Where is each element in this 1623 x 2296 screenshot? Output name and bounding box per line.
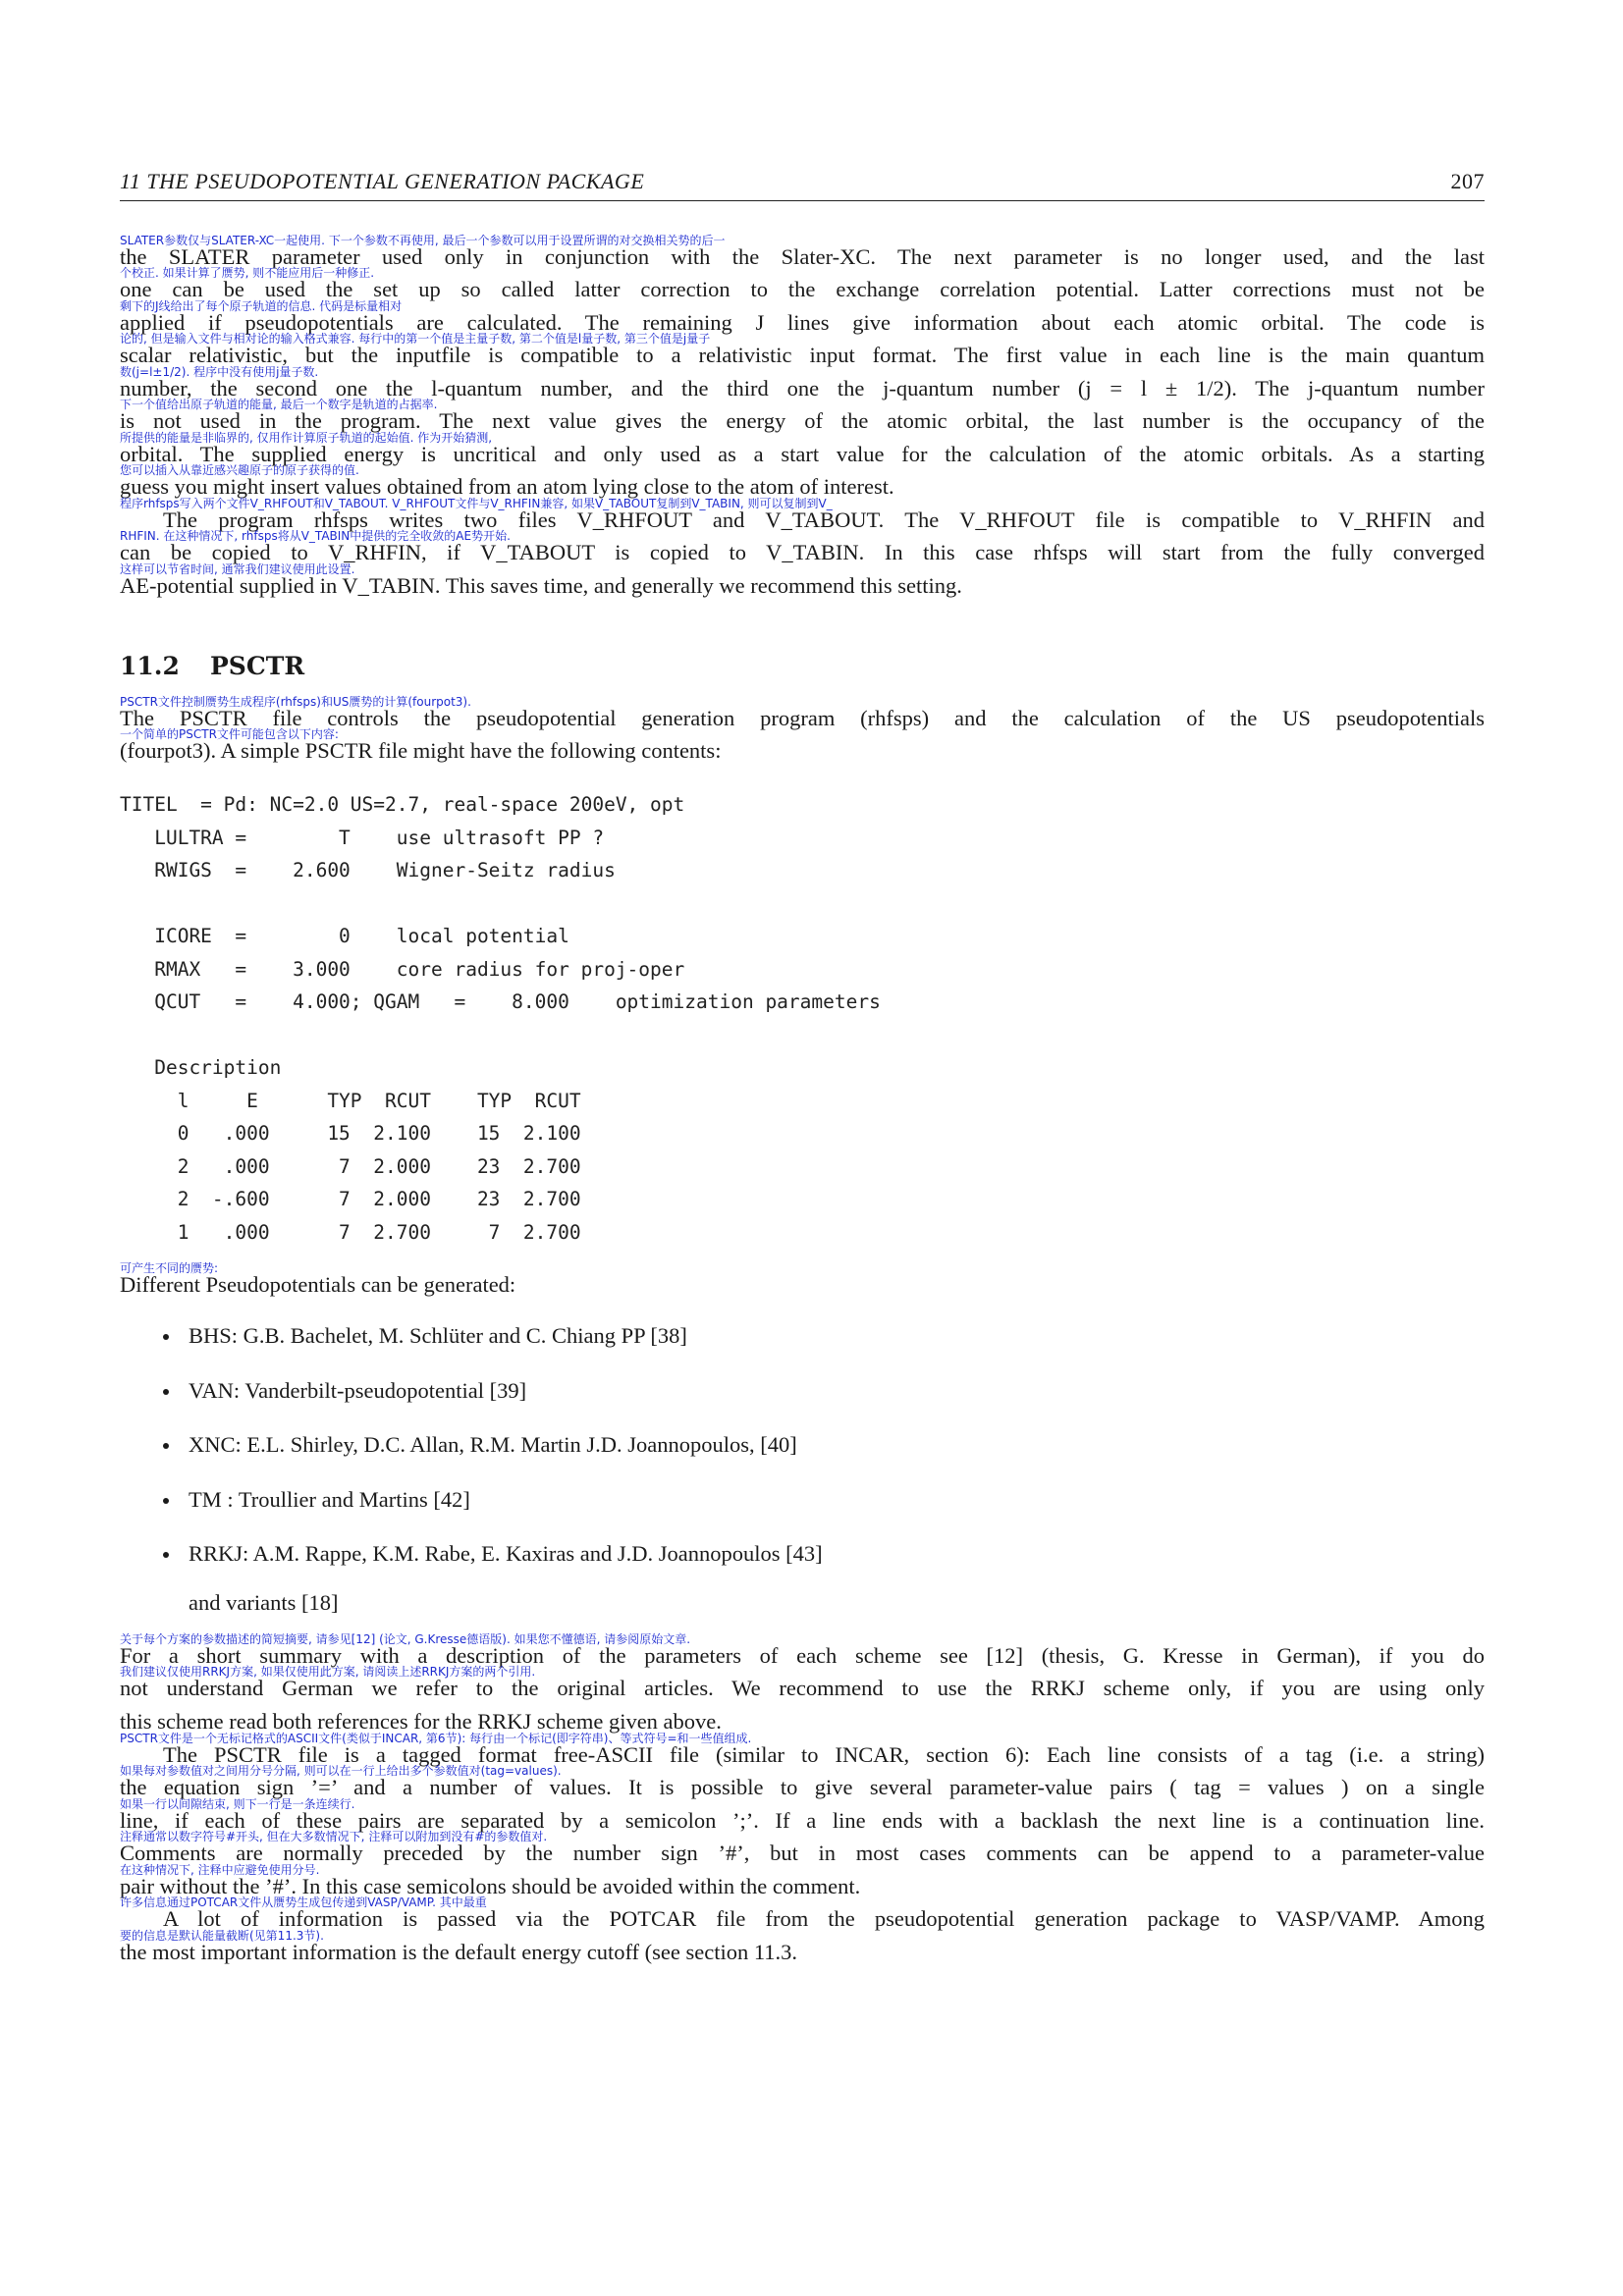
paragraph-line: line, if each of these pairs are separated by a semicolon ’;’. If a line ends with a backlash the next line is a continuation line.	[120, 1808, 1485, 1833]
translation-annotation: RHFIN. 在这种情况下, rhfsps将从V_TABIN中提供的完全收敛的AE势开始.	[120, 529, 511, 543]
translation-annotation: 如果每对参数值对之间用分号分隔, 则可以在一行上给出多个参数值对(tag=values).	[120, 1764, 562, 1778]
list-item: RRKJ: A.M. Rappe, K.M. Rabe, E. Kaxiras and J.D. Joannopoulos [43]	[120, 1543, 1485, 1598]
paragraph-line: is not used in the program. The next value gives the energy of the atomic orbital, the last number is the occupancy of the	[120, 408, 1485, 433]
bullet-icon	[163, 1552, 169, 1558]
list-item: XNC: E.L. Shirley, D.C. Allan, R.M. Martin J.D. Joannopoulos, [40]	[120, 1434, 1485, 1489]
paragraph-line: the SLATER parameter used only in conjunction with the Slater-XC. The next parameter is no longer used, and the last	[120, 244, 1485, 269]
translation-annotation: PSCTR文件是一个无标记格式的ASCII文件(类似于INCAR, 第6节): 每行由一个标记(即字符串)、等式符号=和一些值组成.	[120, 1732, 752, 1745]
paragraph-line: the most important information is the default energy cutoff (see section 11.3.	[120, 1940, 798, 1964]
translation-annotation: PSCTR文件控制赝势生成程序(rhfsps)和US赝势的计算(fourpot3).	[120, 695, 471, 709]
bullet-icon	[163, 1498, 169, 1504]
list-item: TM : Troullier and Martins [42]	[120, 1489, 1485, 1544]
paragraph-line: AE-potential supplied in V_TABIN. This saves time, and generally we recommend this setting.	[120, 573, 962, 598]
paragraph-line: number, the second one the l-quantum number, and the third one the j-quantum number (j = l ± 1/2). The j-quantum number	[120, 376, 1485, 400]
translation-annotation: 一个简单的PSCTR文件可能包含以下内容:	[120, 727, 339, 741]
paragraph-line: The program rhfsps writes two files V_RHFOUT and V_TABOUT. The V_RHFOUT file is compatible to V_RHFIN and	[163, 507, 1485, 532]
pseudopotential-list	[120, 1325, 1485, 1598]
bullet-icon	[163, 1334, 169, 1340]
paragraph-line: The PSCTR file controls the pseudopotential generation program (rhfsps) and the calculation of the US pseudopotentials	[120, 706, 1485, 730]
paragraph-line: Different Pseudopotentials can be generated:	[120, 1272, 516, 1297]
translation-annotation: 要的信息是默认能量截断(见第11.3节).	[120, 1929, 324, 1943]
paragraph-line: The PSCTR file is a tagged format free-ASCII file (similar to INCAR, section 6): Each line consists of a tag (i.e. a string)	[163, 1742, 1485, 1767]
section-heading	[120, 652, 304, 680]
translation-annotation: SLATER参数仅与SLATER-XC一起使用. 下一个参数不再使用, 最后一个参数可以用于设置所谓的对交换相关势的后一	[120, 234, 726, 247]
paragraph-line: not understand German we refer to the original articles. We recommend to use the RRKJ scheme only, if you are using only	[120, 1676, 1485, 1700]
translation-annotation: 在这种情况下, 注释中应避免使用分号.	[120, 1863, 320, 1877]
paragraph-line: Comments are normally preceded by the number sign ’#’, but in most cases comments can be append to a parameter-value	[120, 1841, 1485, 1865]
translation-annotation: 个校正. 如果计算了赝势, 则不能应用后一种修正.	[120, 266, 375, 280]
page-number: 207	[1450, 169, 1485, 193]
translation-annotation: 论的, 但是输入文件与相对论的输入格式兼容. 每行中的第一个值是主量子数, 第二个值是l量子数, 第三个值是j量子	[120, 332, 711, 346]
list-item: VAN: Vanderbilt-pseudopotential [39]	[120, 1380, 1485, 1435]
paragraph-line: the equation sign ’=’ and a number of values. It is possible to give several parameter-value pairs ( tag = values ) on a single	[120, 1775, 1485, 1799]
translation-annotation: 关于每个方案的参数描述的简短摘要, 请参见[12] (论文, G.Kresse德语版). 如果您不懂德语, 请参阅原始文章.	[120, 1632, 691, 1646]
section-number: 11.2	[120, 652, 180, 680]
paragraph-line: applied if pseudopotentials are calculated. The remaining J lines give information about each atomic orbital. The code is	[120, 310, 1485, 335]
translation-annotation: 这样可以节省时间, 通常我们建议使用此设置.	[120, 562, 355, 576]
list-item: BHS: G.B. Bachelet, M. Schlüter and C. Chiang PP [38]	[120, 1325, 1485, 1380]
translation-annotation: 我们建议仅使用RRKJ方案, 如果仅使用此方案, 请阅读上述RRKJ方案的两个引用.	[120, 1665, 536, 1679]
variants-note: and variants [18]	[189, 1590, 339, 1615]
translation-annotation: 注释通常以数字符号#开头, 但在大多数情况下, 注释可以附加到没有#的参数值对.	[120, 1830, 548, 1843]
paragraph-line: A lot of information is passed via the POTCAR file from the pseudopotential generation package to VASP/VAMP. Among	[163, 1906, 1485, 1931]
translation-annotation: 程序rhfsps写入两个文件V_RHFOUT和V_TABOUT. V_RHFOUT文件与V_RHFIN兼容, 如果V_TABOUT复制到V_TABIN, 则可以复制到V_	[120, 497, 833, 510]
paragraph-line: can be copied to V_RHFIN, if V_TABOUT is copied to V_TABIN. In this case rhfsps will start from the fully converged	[120, 540, 1485, 564]
translation-annotation: 您可以插入从靠近感兴趣原子的原子获得的值.	[120, 463, 359, 477]
bullet-icon	[163, 1389, 169, 1395]
paragraph-line: pair without the ’#’. In this case semicolons should be avoided within the comment.	[120, 1874, 861, 1898]
translation-annotation: 可产生不同的赝势:	[120, 1261, 219, 1275]
bullet-icon	[163, 1443, 169, 1449]
translation-annotation: 下一个值给出原子轨道的能量, 最后一个数字是轨道的占据率.	[120, 398, 438, 411]
paragraph-line: scalar relativistic, but the inputfile is compatible to a relativistic input format. The first value in each line is the main quantum	[120, 343, 1485, 367]
translation-annotation: 数(j=l±1/2). 程序中没有使用j量子数.	[120, 365, 319, 379]
paragraph-line: (fourpot3). A simple PSCTR file might have the following contents:	[120, 738, 722, 763]
paragraph-line: orbital. The supplied energy is uncritical and only used as a start value for the calculation of the atomic orbitals. As a starting	[120, 442, 1485, 466]
psctr-code-block: TITEL = Pd: NC=2.0 US=2.7, real-space 200eV, opt LULTRA = T use ultrasoft PP ? RWIGS = 2.600 Wigner-Seitz radius ICORE = 0 local potential RMAX = 3.000 core radius for proj-oper QCUT = 4.000; QGAM = 8.000 optimization parameters Description l E TYP RCUT TYP RCUT 0 .000 15 2.100 15 2.100 2 .000 7 2.000 23 2.700 2 -.600 7 2.000 23 2.700 1 .000 7 2.700 7 2.700	[120, 793, 881, 1244]
translation-annotation: 如果一行以间隙结束, 则下一行是一条连续行.	[120, 1797, 355, 1811]
paragraph-line: For a short summary with a description of the parameters of each scheme see [12] (thesis, G. Kresse in German), if you do	[120, 1643, 1485, 1668]
running-header	[120, 169, 1485, 201]
translation-annotation: 所提供的能量是非临界的, 仅用作计算原子轨道的起始值. 作为开始猜测,	[120, 431, 493, 445]
chapter-title: 11 THE PSEUDOPOTENTIAL GENERATION PACKAGE	[120, 169, 645, 193]
paragraph-line: one can be used the set up so called latter correction to the exchange correlation potential. Latter corrections must not be	[120, 277, 1485, 301]
translation-annotation: 许多信息通过POTCAR文件从赝势生成包传递到VASP/VAMP. 其中最重	[120, 1896, 487, 1909]
paragraph-line: guess you might insert values obtained from an atom lying close to the atom of interest.	[120, 474, 894, 499]
section-title: PSCTR	[210, 652, 305, 680]
translation-annotation: 剩下的J线给出了每个原子轨道的信息. 代码是标量相对	[120, 299, 403, 313]
paragraph-line: this scheme read both references for the RRKJ scheme given above.	[120, 1709, 722, 1734]
